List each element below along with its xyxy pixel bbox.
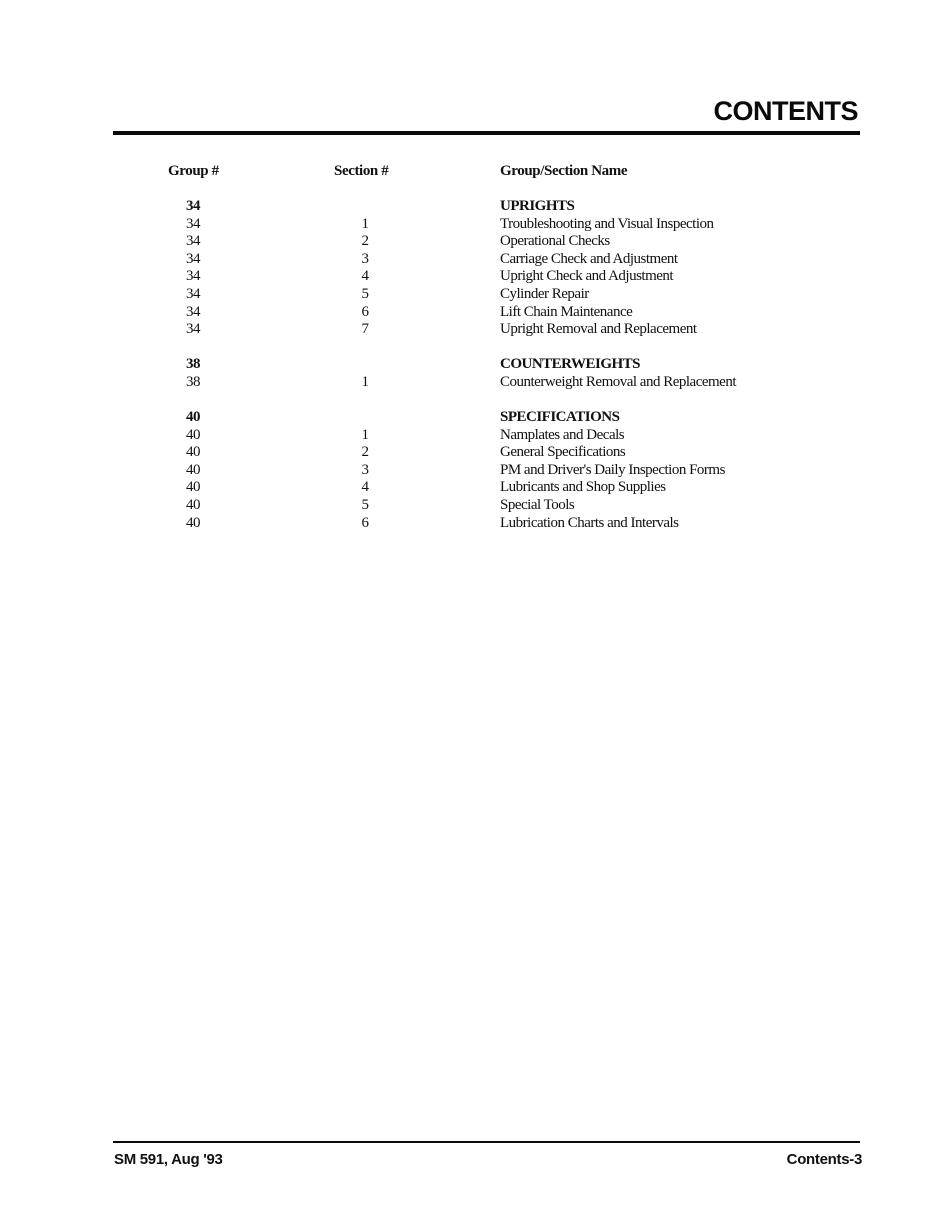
footer-document-id: SM 591, Aug '93 bbox=[114, 1151, 223, 1168]
column-header-group: Group # bbox=[168, 163, 219, 179]
toc-group-uprights bbox=[0, 198, 942, 339]
group-number: 34 bbox=[186, 198, 200, 214]
group-number: 38 bbox=[186, 356, 200, 373]
toc-group-heading[interactable] bbox=[0, 198, 942, 216]
section-name: Lift Chain Maintenance bbox=[500, 303, 633, 320]
page-title: CONTENTS bbox=[713, 96, 858, 126]
group-name: UPRIGHTS bbox=[500, 198, 575, 214]
section-number: 3 bbox=[361, 461, 369, 478]
toc-entry[interactable] bbox=[0, 286, 942, 304]
toc-entry[interactable] bbox=[0, 515, 942, 533]
group-number: 34 bbox=[186, 250, 200, 267]
section-name: Carriage Check and Adjustment bbox=[500, 250, 678, 267]
group-number: 34 bbox=[186, 268, 200, 285]
group-number: 34 bbox=[186, 215, 200, 232]
toc-entry[interactable] bbox=[0, 251, 942, 269]
toc-entry[interactable] bbox=[0, 444, 942, 462]
section-name: General Specifications bbox=[500, 444, 626, 461]
toc-entry[interactable] bbox=[0, 304, 942, 322]
section-number: 5 bbox=[361, 496, 369, 513]
group-number: 40 bbox=[186, 408, 200, 425]
header-rule bbox=[113, 131, 860, 135]
group-number: 40 bbox=[186, 461, 200, 478]
section-number: 4 bbox=[361, 268, 369, 285]
group-name: SPECIFICATIONS bbox=[500, 408, 620, 425]
toc-entry[interactable] bbox=[0, 497, 942, 515]
section-number: 6 bbox=[361, 514, 369, 531]
group-number: 38 bbox=[186, 373, 200, 390]
section-name: PM and Driver's Daily Inspection Forms bbox=[500, 461, 725, 478]
section-name: Counterweight Removal and Replacement bbox=[500, 373, 737, 390]
section-number: 6 bbox=[361, 303, 369, 320]
toc-group-heading[interactable] bbox=[0, 409, 942, 427]
group-name: COUNTERWEIGHTS bbox=[500, 356, 641, 373]
section-number: 2 bbox=[361, 444, 369, 461]
section-number: 3 bbox=[361, 250, 369, 267]
group-number: 34 bbox=[186, 321, 200, 338]
toc-entry[interactable] bbox=[0, 216, 942, 234]
group-number: 40 bbox=[186, 496, 200, 513]
group-number: 40 bbox=[186, 514, 200, 531]
group-number: 40 bbox=[186, 426, 200, 443]
table-of-contents bbox=[0, 198, 942, 550]
section-number: 4 bbox=[361, 479, 369, 496]
column-header-name: Group/Section Name bbox=[500, 163, 628, 179]
section-name: Troubleshooting and Visual Inspection bbox=[500, 215, 714, 232]
group-number: 40 bbox=[186, 444, 200, 461]
toc-group-specifications bbox=[0, 409, 942, 532]
section-name: Lubricants and Shop Supplies bbox=[500, 479, 666, 496]
toc-entry[interactable] bbox=[0, 233, 942, 251]
section-name: Operational Checks bbox=[500, 233, 610, 250]
group-number: 40 bbox=[186, 479, 200, 496]
toc-group-counterweights bbox=[0, 356, 942, 391]
group-number: 34 bbox=[186, 303, 200, 320]
column-header-section: Section # bbox=[334, 163, 389, 179]
section-name: Namplates and Decals bbox=[500, 426, 625, 443]
toc-entry[interactable] bbox=[0, 462, 942, 480]
section-number: 1 bbox=[361, 215, 369, 232]
section-name: Upright Check and Adjustment bbox=[500, 268, 674, 285]
footer-page-number: Contents-3 bbox=[786, 1151, 862, 1168]
section-number: 1 bbox=[361, 426, 369, 443]
toc-entry[interactable] bbox=[0, 321, 942, 339]
section-number: 2 bbox=[361, 233, 369, 250]
section-name: Cylinder Repair bbox=[500, 285, 589, 302]
section-number: 5 bbox=[361, 285, 369, 302]
toc-entry[interactable] bbox=[0, 268, 942, 286]
group-number: 34 bbox=[186, 233, 200, 250]
section-number: 7 bbox=[361, 321, 369, 338]
toc-entry[interactable] bbox=[0, 427, 942, 445]
section-name: Special Tools bbox=[500, 496, 575, 513]
group-number: 34 bbox=[186, 285, 200, 302]
footer-rule bbox=[113, 1141, 860, 1143]
toc-entry[interactable] bbox=[0, 479, 942, 497]
section-name: Upright Removal and Replacement bbox=[500, 321, 697, 338]
section-number: 1 bbox=[361, 373, 369, 390]
toc-group-heading[interactable] bbox=[0, 356, 942, 374]
section-name: Lubrication Charts and Intervals bbox=[500, 514, 679, 531]
toc-entry[interactable] bbox=[0, 374, 942, 392]
